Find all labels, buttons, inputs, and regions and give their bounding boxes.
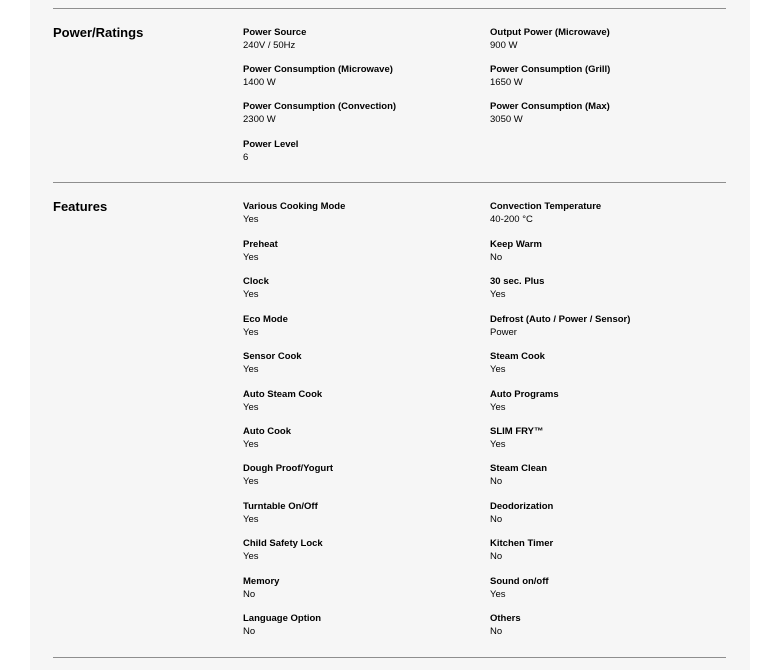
spec-value: Yes — [243, 214, 259, 225]
spec-name: Auto Cook — [243, 426, 292, 437]
spec-name: Language Option — [243, 613, 322, 624]
spec-value: Yes — [243, 327, 259, 338]
spec-turntable-on-off — [243, 500, 318, 526]
spec-value: Yes — [490, 589, 506, 600]
spec-value: No — [490, 551, 503, 562]
spec-value: No — [243, 589, 256, 600]
spec-name: 30 sec. Plus — [490, 276, 545, 287]
spec-various-cooking-mode — [243, 200, 345, 226]
spec-name: Steam Cook — [490, 351, 545, 362]
divider — [53, 8, 726, 9]
spec-name: Power Consumption (Convection) — [243, 101, 397, 112]
spec-value: 40-200 °C — [490, 214, 533, 225]
spec-dough-proof-yogurt — [243, 462, 333, 488]
spec-name: Power Source — [243, 27, 307, 38]
spec-slim-fry — [490, 425, 543, 451]
spec-value: Yes — [243, 289, 259, 300]
spec-value: Yes — [243, 476, 259, 487]
spec-auto-programs — [490, 388, 559, 414]
spec-value: Power — [490, 327, 517, 338]
spec-value: 1400 W — [243, 77, 276, 88]
spec-name: Power Consumption (Max) — [490, 101, 610, 112]
spec-name: Auto Steam Cook — [243, 389, 323, 400]
spec-value: 1650 W — [490, 77, 523, 88]
spec-steam-cook — [490, 350, 545, 376]
spec-memory — [243, 575, 279, 601]
spec-name: Power Consumption (Microwave) — [243, 64, 393, 75]
spec-value: Yes — [243, 252, 259, 263]
spec-value: Yes — [243, 514, 259, 525]
spec-keep-warm — [490, 238, 542, 264]
spec-name: SLIM FRY™ — [490, 426, 544, 437]
spec-value: 2300 W — [243, 114, 276, 125]
spec-name: Convection Temperature — [490, 201, 602, 212]
divider — [53, 182, 726, 183]
spec-name: Deodorization — [490, 501, 554, 512]
spec-name: Output Power (Microwave) — [490, 27, 610, 38]
spec-power-consumption-microwave — [243, 63, 393, 89]
spec-30-sec-plus — [490, 275, 544, 301]
spec-name: Clock — [243, 276, 269, 287]
spec-language-option — [243, 612, 321, 638]
spec-value: Yes — [243, 439, 259, 450]
spec-name: Kitchen Timer — [490, 538, 554, 549]
spec-value: No — [490, 514, 503, 525]
spec-sound-on-off — [490, 575, 549, 601]
spec-clock — [243, 275, 269, 301]
spec-name: Auto Programs — [490, 389, 559, 400]
spec-value: No — [490, 252, 503, 263]
spec-value: Yes — [490, 364, 506, 375]
spec-name: Preheat — [243, 239, 278, 250]
spec-convection-temperature — [490, 200, 601, 226]
spec-auto-steam-cook — [243, 388, 322, 414]
spec-name: Eco Mode — [243, 314, 288, 325]
specs-panel — [30, 0, 750, 670]
spec-value: 6 — [243, 152, 249, 163]
spec-value: 3050 W — [490, 114, 523, 125]
spec-output-power-microwave — [490, 26, 610, 52]
spec-power-consumption-max — [490, 100, 610, 126]
spec-power-consumption-convection — [243, 100, 396, 126]
spec-kitchen-timer — [490, 537, 553, 563]
spec-value: Yes — [243, 551, 259, 562]
spec-name: Various Cooking Mode — [243, 201, 346, 212]
spec-value: Yes — [490, 289, 506, 300]
spec-name: Steam Clean — [490, 463, 548, 474]
spec-name: Child Safety Lock — [243, 538, 323, 549]
spec-name: Dough Proof/Yogurt — [243, 463, 334, 474]
spec-name: Keep Warm — [490, 239, 542, 250]
spec-child-safety-lock — [243, 537, 323, 563]
spec-eco-mode — [243, 313, 288, 339]
spec-deodorization — [490, 500, 553, 526]
spec-name: Others — [490, 613, 521, 624]
section-title-power-ratings: Power/Ratings — [53, 25, 144, 40]
spec-preheat — [243, 238, 278, 264]
spec-value: No — [490, 476, 503, 487]
spec-name: Sensor Cook — [243, 351, 302, 362]
spec-value: Yes — [490, 402, 506, 413]
spec-name: Memory — [243, 576, 280, 587]
spec-defrost — [490, 313, 630, 339]
spec-auto-cook — [243, 425, 291, 451]
divider — [53, 657, 726, 658]
spec-value: Yes — [243, 402, 259, 413]
spec-name: Sound on/off — [490, 576, 549, 587]
spec-power-level — [243, 138, 298, 164]
spec-value: Yes — [243, 364, 259, 375]
section-title-features: Features — [53, 199, 108, 214]
spec-name: Power Consumption (Grill) — [490, 64, 611, 75]
spec-value: Yes — [490, 439, 506, 450]
spec-sensor-cook — [243, 350, 302, 376]
spec-value: No — [490, 626, 503, 637]
spec-power-source — [243, 26, 306, 52]
spec-value: No — [243, 626, 256, 637]
spec-steam-clean — [490, 462, 547, 488]
spec-power-consumption-grill — [490, 63, 610, 89]
spec-name: Defrost (Auto / Power / Sensor) — [490, 314, 631, 325]
spec-others — [490, 612, 521, 638]
spec-value: 240V / 50Hz — [243, 40, 296, 51]
spec-name: Power Level — [243, 139, 299, 150]
spec-name: Turntable On/Off — [243, 501, 318, 512]
spec-value: 900 W — [490, 40, 518, 51]
